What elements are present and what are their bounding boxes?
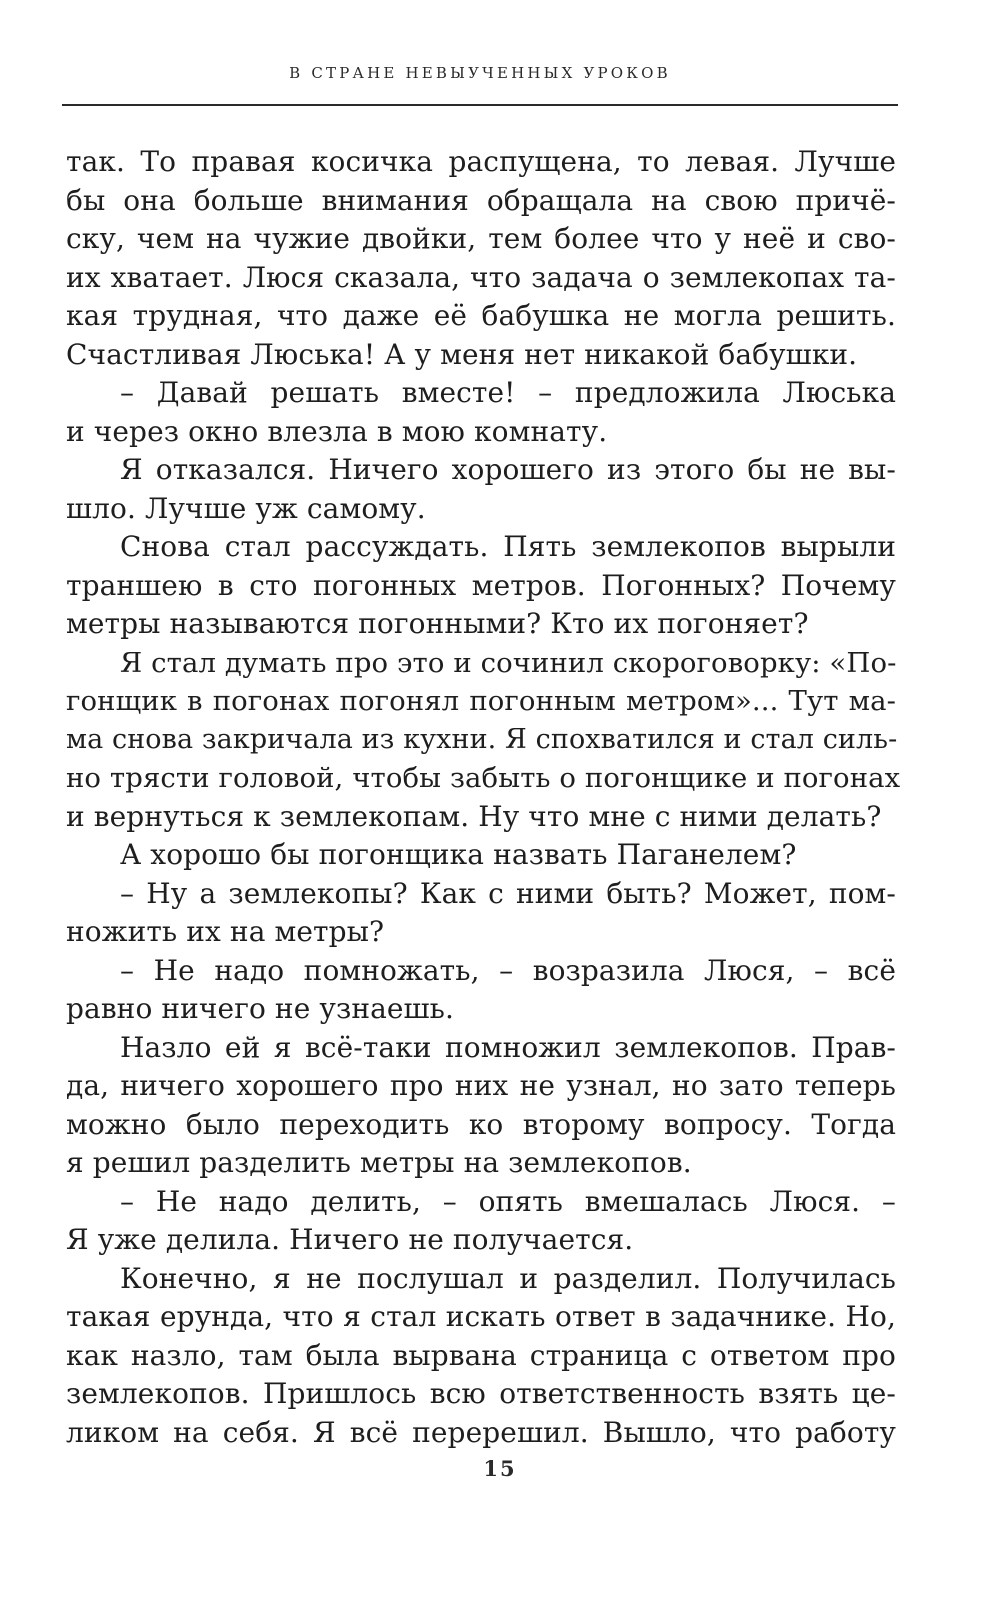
header-rule bbox=[62, 104, 898, 106]
text-line: метры называются погонными? Кто их погоняет? bbox=[66, 607, 809, 640]
text-line: Назло ей я всё-таки помножил землекопов. Прав- bbox=[120, 1030, 896, 1064]
text-line: ма снова закричала из кухни. Я спохватился и стал силь- bbox=[66, 723, 898, 755]
text-line: ножить их на метры? bbox=[66, 915, 385, 948]
text-line: можно было переходить ко второму вопросу. Тогда bbox=[66, 1107, 896, 1141]
text-line: Счастливая Люська! А у меня нет никакой бабушки. bbox=[66, 337, 858, 371]
text-line: кая трудная, что даже её бабушка не могла решить. bbox=[66, 299, 896, 332]
text-line: А хорошо бы погонщика назвать Паганелем? bbox=[120, 838, 797, 871]
text-line: Я отказался. Ничего хорошего из этого бы не вы- bbox=[120, 453, 896, 486]
text-line: так. То правая косичка распущена, то левая. Лучше bbox=[66, 145, 896, 178]
page-number: 15 bbox=[483, 1456, 517, 1481]
text-line: но трясти головой, чтобы забыть о погонщике и погонах bbox=[66, 762, 901, 794]
text-line: Я стал думать про это и сочинил скороговорку: «По- bbox=[120, 646, 897, 679]
text-line: Я уже делила. Ничего не получается. bbox=[66, 1223, 634, 1256]
running-head: В СТРАНЕ НЕВЫУЧЕННЫХ УРОКОВ bbox=[289, 64, 671, 82]
text-line: – Не надо помножать, – возразила Люся, – всё bbox=[120, 953, 896, 987]
text-line: и через окно влезла в мою комнату. bbox=[66, 414, 608, 448]
text-line: землекопов. Пришлось всю ответственность взять це- bbox=[66, 1377, 896, 1410]
text-line: – Давай решать вместе! – предложила Люська bbox=[120, 376, 896, 409]
text-line: Конечно, я не послушал и разделил. Получилась bbox=[120, 1261, 896, 1295]
text-line: как назло, там была вырвана страница с ответом про bbox=[66, 1338, 896, 1372]
text-line: и вернуться к землекопам. Ну что мне с ними делать? bbox=[66, 799, 882, 833]
text-line: – Не надо делить, – опять вмешалась Люся. – bbox=[120, 1184, 896, 1218]
text-line: шло. Лучше уж самому. bbox=[66, 491, 426, 525]
text-line: ликом на себя. Я всё перерешил. Вышло, что работу bbox=[66, 1415, 896, 1449]
text-line: бы она больше внимания обращала на свою причё- bbox=[66, 183, 896, 217]
body-text bbox=[66, 143, 901, 1452]
text-line: я решил разделить метры на землекопов. bbox=[66, 1146, 692, 1179]
text-line: равно ничего не узнаешь. bbox=[66, 992, 455, 1025]
text-line: гонщик в погонах погонял погонным метром»... Тут ма- bbox=[66, 685, 896, 717]
text-line: такая ерунда, что я стал искать ответ в задачнике. Но, bbox=[66, 1300, 896, 1333]
text-line: ску, чем на чужие двойки, тем более что у неё и сво- bbox=[66, 222, 896, 255]
text-line: – Ну а землекопы? Как с ними быть? Может, пом- bbox=[120, 876, 896, 910]
text-line: да, ничего хорошего про них не узнал, но зато теперь bbox=[66, 1069, 896, 1102]
text-line: Снова стал рассуждать. Пять землекопов вырыли bbox=[120, 530, 896, 563]
text-line: их хватает. Люся сказала, что задача о землекопах та- bbox=[66, 260, 896, 294]
text-line: траншею в сто погонных метров. Погонных? Почему bbox=[66, 568, 896, 602]
